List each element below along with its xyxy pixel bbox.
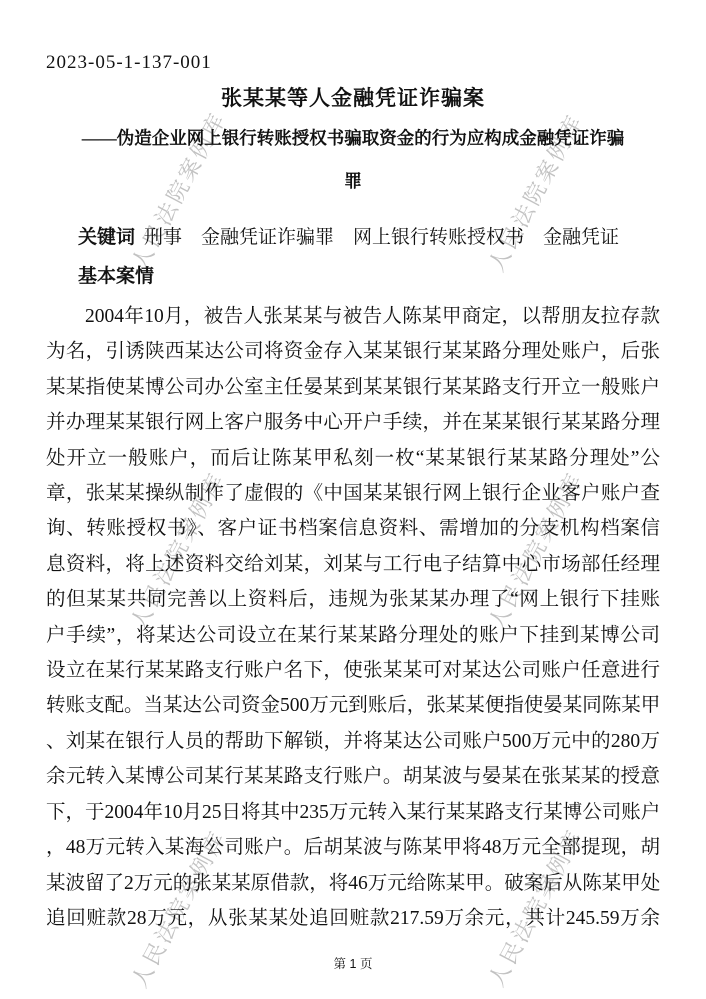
body-line: 某某指使某博公司办公室主任晏某到某某银行某某路支行开立一般账户	[46, 376, 660, 398]
body-line: 询、转账授权书》、客户证书档案信息资料、需增加的分支机构档案信	[46, 518, 660, 540]
body-line: 设立在某行某某路支行账户名下，使张某某可对某达公司账户任意进行	[46, 660, 660, 682]
watermark-text: 人民法院案例库	[483, 824, 589, 991]
body-line: 追回赃款28万元，从张某某处追回赃款217.59万余元，共计245.59万余	[46, 907, 660, 929]
case-subtitle-line: ——伪造企业网上银行转账授权书骗取资金的行为应构成金融凭证诈骗	[81, 128, 625, 148]
body-line: 某波留了2万元的张某某原借款，将46万元给陈某甲。破案后从陈某甲处	[46, 872, 661, 894]
case-body-paragraph	[46, 299, 660, 936]
body-line: 2004年10月，被告人张某某与被告人陈某甲商定，以帮朋友拉存款	[85, 306, 660, 327]
watermark-text: 人民法院案例库	[126, 107, 232, 274]
watermark-text: 人民法院案例库	[126, 825, 232, 992]
case-subtitle	[46, 117, 660, 203]
body-line: 息资料，将上述资料交给刘某，刘某与工行电子结算中心市场部任经理	[46, 553, 660, 575]
watermark-text: 人民法院案例库	[483, 109, 589, 276]
body-line: 的但某某共同完善以上资料后，违规为张某某办理了“网上银行下挂账	[46, 589, 660, 611]
body-line: 转账支配。当某达公司资金500万元到账后，张某某便指使晏某同陈某甲	[46, 695, 661, 717]
body-line: 并办理某某银行网上客户服务中心开户手续，并在某某银行某某路分理	[46, 412, 660, 434]
watermark-text: 人民法院案例库	[483, 467, 589, 634]
body-line: ，48万元转入某海公司账户。后胡某波与陈某甲将48万元全部提现，胡	[46, 837, 660, 859]
page-number-footer: 第 1 页	[333, 957, 373, 971]
body-line: 户手续”，将某达公司设立在某行某某路分理处的账户下挂到某博公司	[46, 624, 660, 646]
watermark-text: 人民法院案例库	[125, 467, 231, 634]
case-subtitle-line: 罪	[344, 171, 362, 191]
keywords-label: 关键词	[78, 227, 136, 248]
body-line: 章，张某某操纵制作了虚假的《中国某某银行网上银行企业客户账户查	[46, 483, 660, 505]
body-line: 、刘某在银行人员的帮助下解锁，并将某达公司账户500万元中的280万	[46, 730, 660, 752]
body-line: 为名，引诱陕西某达公司将资金存入某某银行某某路分理处账户，后张	[46, 341, 660, 363]
case-title: 张某某等人金融凭证诈骗案	[221, 86, 485, 110]
case-number: 2023-05-1-137-001	[46, 52, 212, 73]
keywords-row	[78, 224, 666, 252]
section-heading-basic-facts: 基本案情	[78, 266, 155, 287]
body-line: 余元转入某博公司某行某某路支行账户。胡某波与晏某在张某某的授意	[46, 766, 660, 788]
body-line: 处开立一般账户，而后让陈某甲私刻一枚“某某银行某某路分理处”公	[46, 447, 660, 469]
body-line: 下，于2004年10月25日将其中235万元转入某行某某路支行某博公司账户	[46, 801, 661, 823]
keywords-values: 刑事 金融凭证诈骗罪 网上银行转账授权书 金融凭证	[144, 227, 620, 248]
